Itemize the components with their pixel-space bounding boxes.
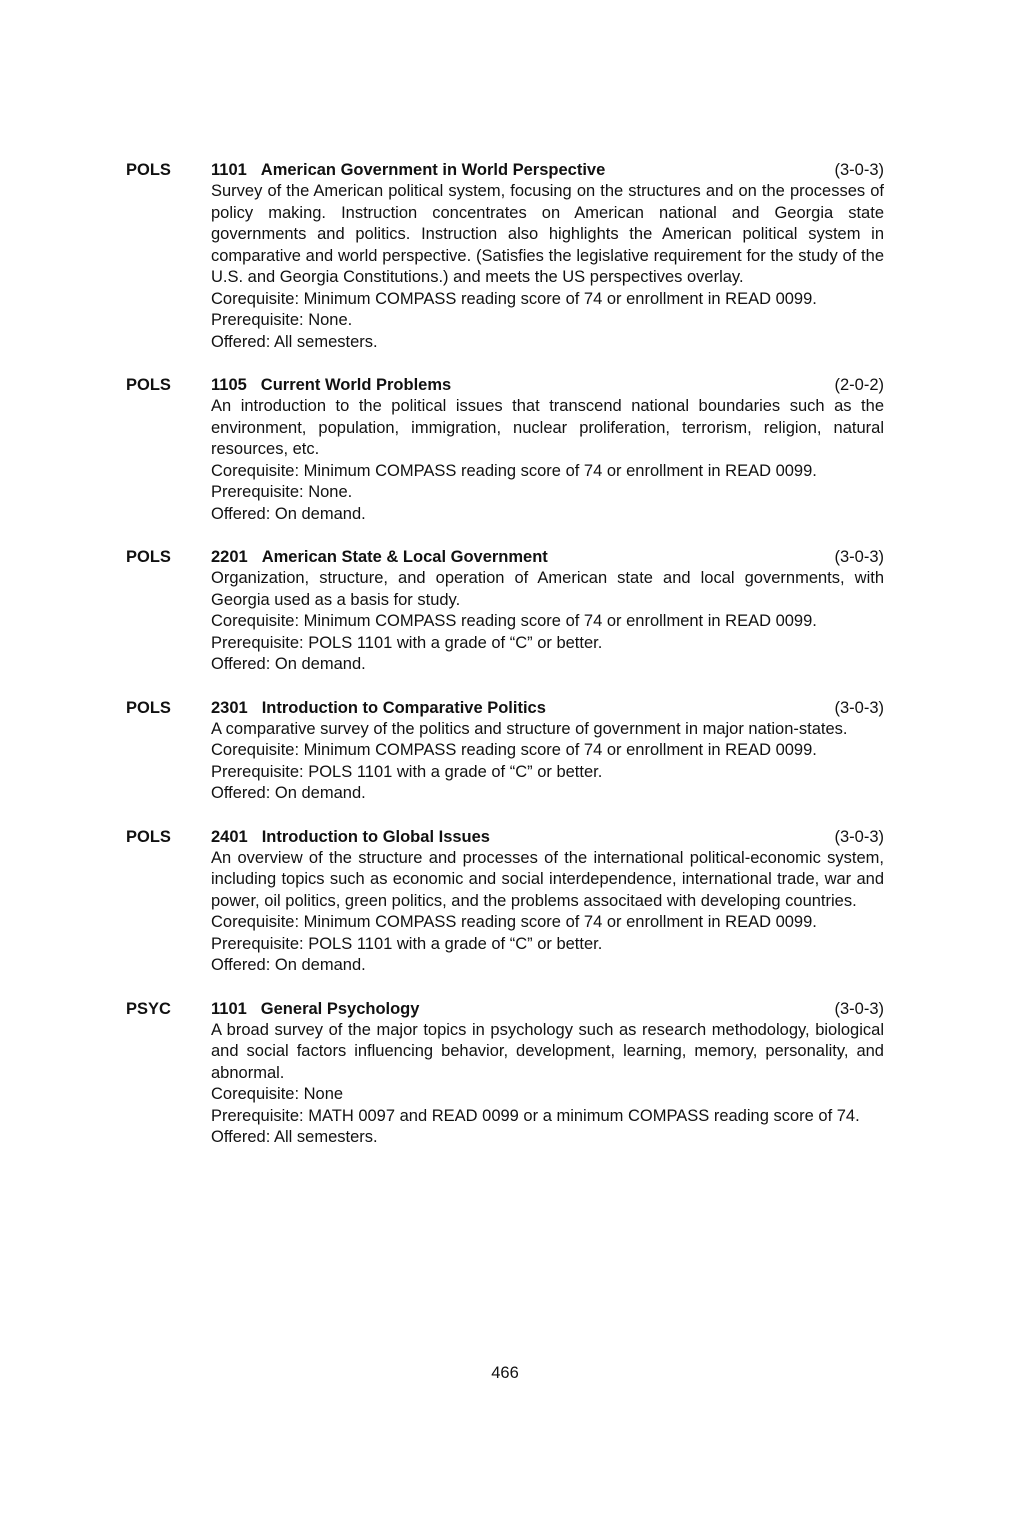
course-prerequisite: Prerequisite: None.: [211, 311, 353, 329]
course-credits: (3-0-3): [834, 548, 884, 566]
course-header: [126, 697, 884, 719]
course-prerequisite: Prerequisite: MATH 0097 and READ 0099 or a minimum COMPASS reading score of 74.: [211, 1106, 860, 1125]
page-number: 466: [491, 1364, 519, 1382]
course-number-title: [211, 374, 451, 396]
course-description: A broad survey of the major topics in psychology such as research methodology, biological and social factors influencing behavior, development, learning, memory, personality, and abnormal.: [211, 1020, 884, 1082]
course-corequisite: Corequisite: Minimum COMPASS reading score of 74 or enrollment in READ 0099.: [211, 612, 817, 630]
course-body: [211, 568, 884, 676]
course-header: [126, 159, 884, 181]
course-offered: Offered: All semesters.: [211, 1128, 378, 1146]
course-number: 1101: [211, 999, 247, 1018]
course-number: 2401: [211, 827, 248, 846]
course-credits: (3-0-3): [834, 698, 884, 717]
course-description: An overview of the structure and processes of the international political-economic system, including topics such as economic and social interdependence, international trade, war and power, oil politics, green politics, and the problems associtaed with developing countries.: [211, 848, 884, 910]
course-body: [211, 396, 884, 525]
course-dept: PSYC: [126, 999, 171, 1018]
course-prerequisite: Prerequisite: POLS 1101 with a grade of “C” or better.: [211, 762, 603, 781]
course-body: [211, 181, 884, 353]
course-title: Current World Problems: [260, 376, 452, 394]
course-description: Organization, structure, and operation of American state and local governments, with Georgia used as a basis for study.: [211, 569, 884, 609]
course-description: Survey of the American political system, focusing on the structures and on the processes of policy making. Instruction concentrates on American national and Georgia state governments and politics. Instruction also highlights the American political system in comparative and world perspective. (Satisfies the legislative requirement for the study of the U.S. and Georgia Constitutions.) and meets the US perspectives overlay.: [211, 182, 884, 286]
course-corequisite: Corequisite: Minimum COMPASS reading score of 74 or enrollment in READ 0099.: [211, 461, 817, 480]
course-number: 2201: [211, 548, 248, 566]
course-prerequisite: Prerequisite: None.: [211, 483, 353, 501]
course-header: [126, 546, 884, 568]
course-body: [211, 719, 884, 805]
course-list: [126, 159, 884, 1170]
course-offered: Offered: On demand.: [211, 784, 366, 802]
course-credits: (3-0-3): [834, 161, 884, 179]
course-number-title: [211, 546, 548, 568]
course-description: A comparative survey of the politics and structure of government in major nation-states.: [211, 719, 848, 738]
course-offered: Offered: On demand.: [211, 504, 366, 523]
course-title: General Psychology: [260, 999, 420, 1018]
course-credits: (2-0-2): [834, 376, 884, 394]
course-header: [126, 998, 884, 1020]
course-number-title: [211, 697, 546, 719]
course-dept: POLS: [126, 827, 171, 846]
course-number: 1105: [211, 376, 247, 394]
course-corequisite: Corequisite: Minimum COMPASS reading score of 74 or enrollment in READ 0099.: [211, 741, 817, 759]
course-title: American Government in World Perspective: [260, 161, 606, 179]
course-offered: Offered: On demand.: [211, 655, 366, 673]
course-body: [211, 1020, 884, 1149]
course-number: 1101: [211, 161, 247, 179]
course-dept: POLS: [126, 161, 171, 179]
course-credits: (3-0-3): [834, 999, 884, 1018]
course-number-title: [211, 159, 605, 181]
course-credits: (3-0-3): [834, 827, 884, 846]
course-header: [126, 374, 884, 396]
course-offered: Offered: On demand.: [211, 956, 366, 974]
course-entry-pols-1105: [126, 374, 884, 525]
course-number-title: [211, 826, 490, 848]
course-title: Introduction to Global Issues: [261, 827, 490, 846]
course-prerequisite: Prerequisite: POLS 1101 with a grade of “C” or better.: [211, 633, 603, 652]
course-dept: POLS: [126, 548, 171, 566]
course-number: 2301: [211, 698, 248, 717]
course-entry-pols-1101: [126, 159, 884, 353]
course-entry-pols-2201: [126, 546, 884, 676]
course-title: American State & Local Government: [261, 548, 548, 566]
course-dept: POLS: [126, 376, 171, 394]
course-description: An introduction to the political issues that transcend national boundaries such as the environment, population, immigration, nuclear proliferation, terrorism, religion, natural resources, etc.: [211, 397, 884, 458]
course-corequisite: Corequisite: Minimum COMPASS reading score of 74 or enrollment in READ 0099.: [211, 913, 817, 931]
course-dept: POLS: [126, 698, 171, 717]
course-title: Introduction to Comparative Politics: [261, 698, 546, 717]
course-corequisite: Corequisite: Minimum COMPASS reading score of 74 or enrollment in READ 0099.: [211, 289, 817, 308]
course-number-title: [211, 998, 419, 1020]
course-entry-pols-2301: [126, 697, 884, 805]
course-entry-pols-2401: [126, 826, 884, 977]
course-entry-psyc-1101: [126, 998, 884, 1149]
course-prerequisite: Prerequisite: POLS 1101 with a grade of “C” or better.: [211, 934, 603, 953]
course-header: [126, 826, 884, 848]
course-offered: Offered: All semesters.: [211, 332, 378, 351]
course-corequisite: Corequisite: None: [211, 1085, 344, 1103]
course-body: [211, 848, 884, 977]
